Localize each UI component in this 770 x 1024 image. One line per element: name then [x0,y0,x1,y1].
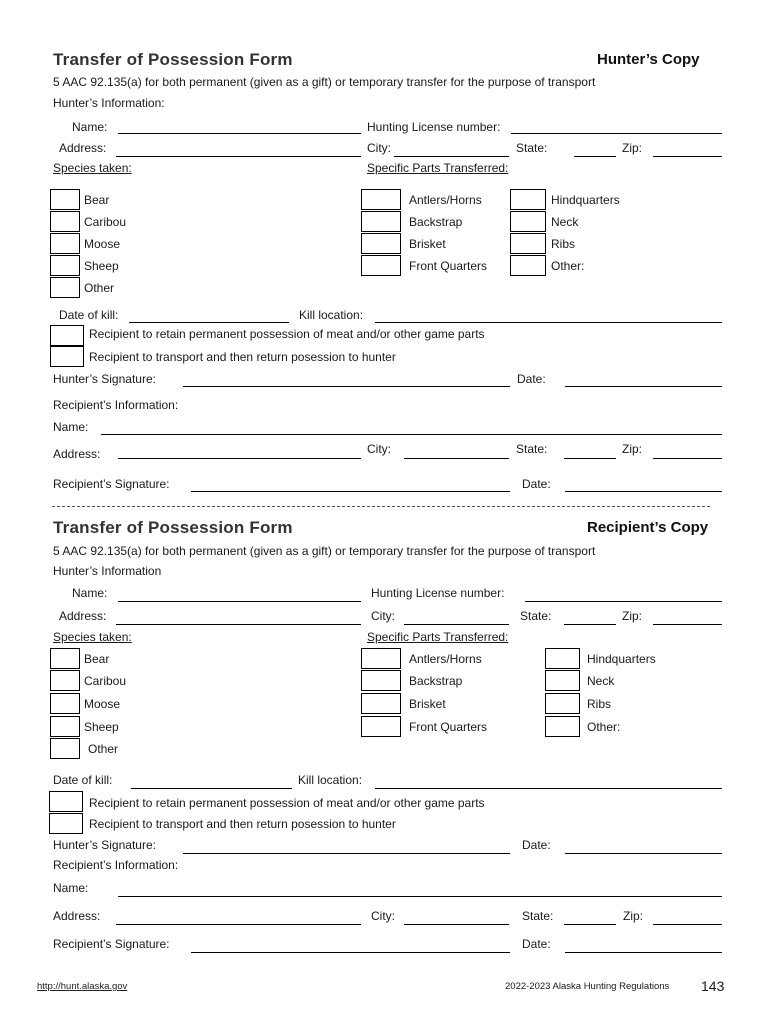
hunter-city-field[interactable] [404,624,509,625]
hunter-date-field[interactable] [565,386,722,387]
hunter-zip-field[interactable] [653,156,722,157]
state-label: State: [516,141,548,155]
state-label: State: [520,609,552,623]
transport-option-label: Recipient to transport and then return posession to hunter [89,350,396,364]
recipient-date-field[interactable] [565,952,722,953]
species-other-label: Other [88,742,119,756]
hunter-city-field[interactable] [394,156,509,157]
transport-option-label: Recipient to transport and then return posession to hunter [89,817,396,831]
hunter-zip-field[interactable] [653,624,722,625]
recipient-zip-field[interactable] [653,924,722,925]
species-moose-checkbox[interactable] [50,233,80,254]
species-sheep-checkbox[interactable] [50,255,80,276]
species-caribou-checkbox[interactable] [50,670,80,691]
recipient-date-label: Date: [522,477,551,491]
part-backstrap-checkbox[interactable] [361,211,401,232]
part-hindquarters-checkbox[interactable] [510,189,546,210]
license-number-field[interactable] [511,133,722,134]
recipient-zip-field[interactable] [653,458,722,459]
recipient-address-label: Address: [53,447,101,461]
date-of-kill-field[interactable] [129,322,289,323]
species-sheep-label: Sheep [84,720,119,734]
kill-location-label: Kill location: [299,308,364,322]
footer-publication: 2022-2023 Alaska Hunting Regulations [505,981,670,992]
species-bear-label: Bear [84,652,110,666]
recipient-zip-label: Zip: [622,442,643,456]
part-other-label: Other: [587,720,621,734]
recipient-state-label: State: [516,442,548,456]
recipient-address-label: Address: [53,909,101,923]
hunter-info-heading: Hunter’s Information [53,564,162,578]
part-neck-checkbox[interactable] [510,211,546,232]
recipient-state-field[interactable] [564,924,616,925]
recipient-city-label: City: [371,909,395,923]
hunter-signature-field[interactable] [183,386,510,387]
part-hindquarters-label: Hindquarters [587,652,656,666]
license-number-field[interactable] [525,601,722,602]
recipient-state-field[interactable] [564,458,616,459]
recipient-address-field[interactable] [116,924,361,925]
recipient-city-label: City: [367,442,391,456]
recipient-date-field[interactable] [565,491,722,492]
part-neck-checkbox[interactable] [545,670,580,691]
part-neck-label: Neck [587,674,615,688]
part-antlers-checkbox[interactable] [361,189,401,210]
copy-label: Hunter’s Copy [597,51,700,68]
species-bear-label: Bear [84,193,110,207]
species-other-checkbox[interactable] [50,277,80,298]
license-label: Hunting License number: [371,586,505,600]
hunter-signature-field[interactable] [183,853,510,854]
kill-location-field[interactable] [375,322,722,323]
recipient-city-field[interactable] [404,458,509,459]
hunter-state-field[interactable] [564,624,616,625]
part-backstrap-label: Backstrap [409,215,463,229]
name-label: Name: [72,586,108,600]
part-brisket-checkbox[interactable] [361,693,401,714]
species-caribou-label: Caribou [84,215,127,229]
species-heading: Species taken: [53,161,132,175]
recipient-date-label: Date: [522,937,551,951]
hunter-address-field[interactable] [116,624,361,625]
kill-location-field[interactable] [375,788,722,789]
part-ribs-checkbox[interactable] [545,693,580,714]
part-ribs-label: Ribs [587,697,612,711]
part-backstrap-label: Backstrap [409,674,463,688]
recipient-city-field[interactable] [404,924,509,925]
recipient-signature-label: Recipient’s Signature: [53,937,170,951]
part-hindquarters-label: Hindquarters [551,193,620,207]
part-front-quarters-label: Front Quarters [409,720,488,734]
transport-checkbox[interactable] [49,813,83,834]
cut-line [52,506,710,507]
species-caribou-checkbox[interactable] [50,211,80,232]
recipient-address-field[interactable] [118,458,361,459]
part-other-checkbox[interactable] [545,716,580,737]
recipient-state-label: State: [522,909,554,923]
recipient-info-heading: Recipient’s Information: [53,858,179,872]
part-front-quarters-checkbox[interactable] [361,716,401,737]
city-label: City: [367,141,391,155]
retain-option-label: Recipient to retain permanent possession of meat and/or other game parts [89,796,485,810]
recipient-info-heading: Recipient’s Information: [53,398,179,412]
part-ribs-label: Ribs [551,237,576,251]
transport-checkbox[interactable] [50,346,84,367]
species-heading: Species taken: [53,630,132,644]
part-backstrap-checkbox[interactable] [361,670,401,691]
footer-url-link[interactable]: http://hunt.alaska.gov [37,981,128,992]
parts-heading: Specific Parts Transferred: [367,630,509,644]
recipient-signature-label: Recipient’s Signature: [53,477,170,491]
zip-label: Zip: [622,609,643,623]
hunter-name-field[interactable] [118,133,361,134]
city-label: City: [371,609,395,623]
regulation-text: 5 AAC 92.135(a) for both permanent (given as a gift) or temporary transfer for the purpose of transport [53,75,596,89]
retain-option-label: Recipient to retain permanent possession of meat and/or other game parts [89,327,485,341]
hunter-date-label: Date: [517,372,546,386]
part-antlers-label: Antlers/Horns [409,193,482,207]
copy-label: Recipient’s Copy [587,519,709,536]
recipient-name-field[interactable] [101,434,722,435]
recipient-name-field[interactable] [118,896,722,897]
date-of-kill-label: Date of kill: [53,773,113,787]
part-antlers-label: Antlers/Horns [409,652,482,666]
species-sheep-checkbox[interactable] [50,716,80,737]
kill-location-label: Kill location: [298,773,363,787]
retain-checkbox[interactable] [50,325,84,346]
part-other-checkbox[interactable] [510,255,546,276]
zip-label: Zip: [622,141,643,155]
regulation-text: 5 AAC 92.135(a) for both permanent (given as a gift) or temporary transfer for the purpose of transport [53,544,596,558]
species-moose-label: Moose [84,697,121,711]
part-brisket-label: Brisket [409,237,446,251]
recipient-zip-label: Zip: [623,909,644,923]
form-title: Transfer of Possession Form [53,50,293,69]
part-hindquarters-checkbox[interactable] [545,648,580,669]
hunter-name-field[interactable] [118,601,361,602]
license-label: Hunting License number: [367,120,501,134]
part-antlers-checkbox[interactable] [361,648,401,669]
hunter-address-field[interactable] [116,156,361,157]
recipient-name-label: Name: [53,420,89,434]
part-neck-label: Neck [551,215,579,229]
species-sheep-label: Sheep [84,259,119,273]
name-label: Name: [72,120,108,134]
part-front-quarters-label: Front Quarters [409,259,488,273]
form-title: Transfer of Possession Form [53,518,293,537]
hunter-signature-label: Hunter’s Signature: [53,372,156,386]
part-other-label: Other: [551,259,585,273]
hunter-signature-label: Hunter’s Signature: [53,838,156,852]
recipient-signature-field[interactable] [191,491,510,492]
recipient-name-label: Name: [53,881,89,895]
species-moose-checkbox[interactable] [50,693,80,714]
species-bear-checkbox[interactable] [50,189,80,210]
hunter-info-heading: Hunter’s Information: [53,96,165,110]
part-ribs-checkbox[interactable] [510,233,546,254]
species-moose-label: Moose [84,237,121,251]
address-label: Address: [59,609,107,623]
date-of-kill-label: Date of kill: [59,308,119,322]
part-brisket-label: Brisket [409,697,446,711]
species-bear-checkbox[interactable] [50,648,80,669]
retain-checkbox[interactable] [49,791,83,812]
hunter-state-field[interactable] [574,156,616,157]
species-caribou-label: Caribou [84,674,127,688]
hunter-date-field[interactable] [565,853,722,854]
species-other-label: Other [84,281,115,295]
date-of-kill-field[interactable] [131,788,292,789]
recipient-signature-field[interactable] [191,952,510,953]
address-label: Address: [59,141,107,155]
species-other-checkbox[interactable] [50,738,80,759]
part-front-quarters-checkbox[interactable] [361,255,401,276]
part-brisket-checkbox[interactable] [361,233,401,254]
parts-heading: Specific Parts Transferred: [367,161,509,175]
hunter-date-label: Date: [522,838,551,852]
page-number: 143 [701,978,725,994]
